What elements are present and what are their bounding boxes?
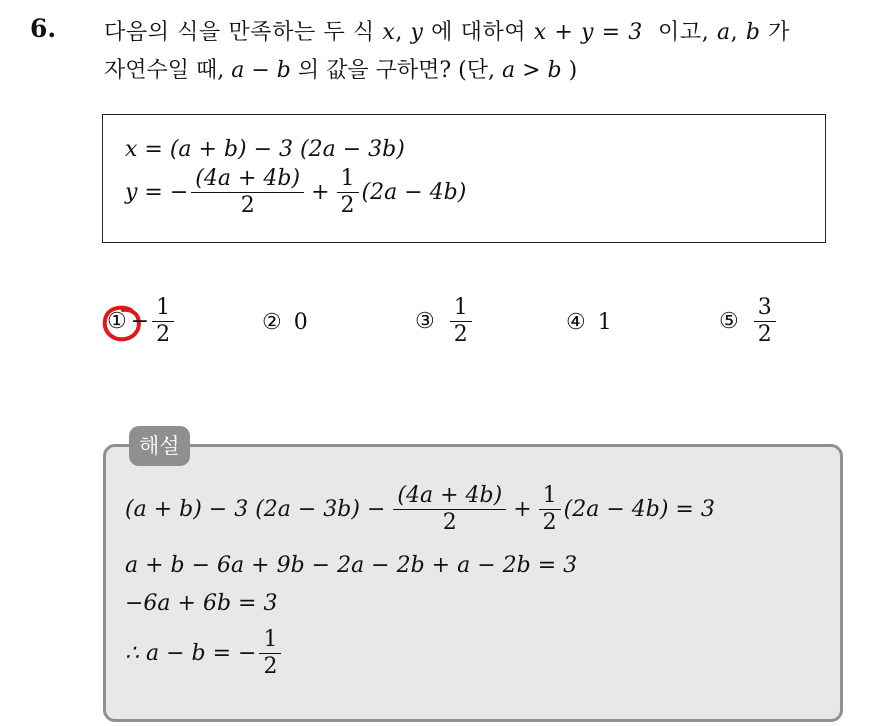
choice-2[interactable] — [262, 310, 308, 335]
fraction-denominator: 2 — [340, 193, 355, 219]
choice-1[interactable] — [107, 296, 177, 347]
plus-sign: + — [311, 180, 330, 206]
equation-x: x = (a + b) − 3 (2a − 3b) — [125, 137, 405, 162]
question-text-segment: 자연수일 때, — [104, 58, 232, 83]
choice-number: ② — [262, 310, 282, 335]
choice-value: 1 — [597, 310, 612, 335]
fraction — [259, 628, 281, 679]
choice-5[interactable] — [719, 296, 779, 347]
fraction-denominator: 2 — [442, 510, 457, 536]
solution-line-3: −6a + 6b = 3 — [125, 591, 278, 616]
question-text-segment: 에 대하여 — [423, 20, 534, 45]
question-line-2 — [104, 52, 874, 90]
fraction-denominator: 2 — [757, 322, 772, 348]
fraction-numerator: 1 — [539, 484, 561, 510]
equation-y-left: y = − — [125, 180, 189, 206]
fraction — [450, 296, 472, 347]
choice-number: ⑤ — [719, 309, 739, 335]
fraction-half — [539, 484, 561, 535]
solution-expression: (a + b) − 3 (2a − 3b) − — [125, 497, 386, 523]
question-number: 6. — [30, 14, 57, 43]
fraction-denominator: 2 — [263, 654, 278, 680]
solution-line-2: a + b − 6a + 9b − 2a − 2b + a − 2b = 3 — [125, 553, 578, 578]
fraction-numerator: 1 — [152, 296, 174, 322]
question-text-segment: 이고, — [642, 20, 717, 45]
fraction-numerator: 1 — [259, 628, 281, 654]
fraction — [754, 296, 776, 347]
fraction-half — [337, 167, 359, 218]
fraction-numerator: 1 — [450, 296, 472, 322]
solution-tag: 해설 — [129, 426, 190, 466]
fraction-denominator: 2 — [156, 322, 171, 348]
minus-sign: − — [130, 309, 150, 335]
comma: , — [395, 20, 411, 45]
fraction — [152, 296, 174, 347]
question-text-segment: 다음의 식을 만족하는 두 식 — [104, 20, 383, 45]
solution-conclusion: ∴ a − b = − — [125, 641, 257, 667]
fraction-numerator: 3 — [754, 296, 776, 322]
question-line-1 — [104, 14, 874, 52]
fraction-denominator: 2 — [542, 510, 557, 536]
solution-expression: (2a − 4b) = 3 — [563, 497, 715, 523]
question-text-segment: ) — [561, 58, 578, 83]
choice-number: ③ — [415, 309, 435, 335]
choice-4[interactable] — [566, 310, 612, 335]
comma: , — [730, 20, 746, 45]
target-expression: a − b — [231, 58, 291, 83]
var-x: x — [382, 20, 396, 45]
fraction-numerator: (4a + 4b) — [393, 484, 506, 510]
var-a: a — [716, 20, 731, 45]
fraction — [191, 167, 304, 218]
question-text — [104, 14, 874, 90]
fraction-denominator: 2 — [240, 193, 255, 219]
plus-sign: + — [513, 497, 532, 523]
choice-value: 0 — [293, 310, 308, 335]
question-text-segment: 가 — [760, 20, 790, 45]
question-text-segment: 의 값을 구하면? (단, — [290, 58, 502, 83]
fraction-numerator: 1 — [337, 167, 359, 193]
equation-y-right: (2a − 4b) — [361, 180, 467, 206]
choice-number: ④ — [566, 310, 586, 335]
fraction-numerator: (4a + 4b) — [191, 167, 304, 193]
choice-3[interactable] — [415, 296, 475, 347]
fraction-denominator: 2 — [453, 322, 468, 348]
constraint-expression: a > b — [501, 58, 562, 83]
fraction — [393, 484, 506, 535]
solution-line-1 — [125, 484, 715, 535]
equation-y — [125, 167, 466, 218]
solution-line-4 — [125, 628, 284, 679]
choice-number: ① — [107, 309, 127, 335]
given-equations-box — [102, 114, 826, 243]
var-b: b — [745, 20, 761, 45]
condition-expression: x + y = 3 — [533, 20, 643, 45]
var-y: y — [410, 20, 424, 45]
